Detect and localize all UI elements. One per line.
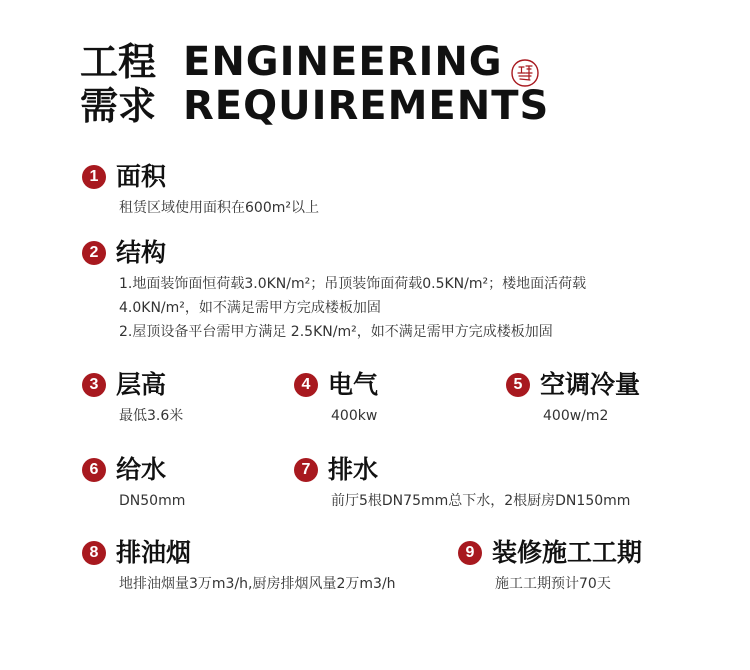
section-number-badge: 9 xyxy=(458,541,482,565)
description-line: DN50mm xyxy=(119,493,186,509)
section-title: 电气 xyxy=(328,370,379,399)
section-number-badge: 8 xyxy=(82,541,106,565)
section-title: 给水 xyxy=(116,455,167,484)
description-line: 4.0KN/m²，如不满足需甲方完成楼板加固 xyxy=(119,300,381,316)
section-description xyxy=(119,404,183,428)
section-description xyxy=(119,196,319,220)
section-title: 装修施工工期 xyxy=(492,538,643,567)
section-exhaust xyxy=(82,538,396,596)
section-drainage xyxy=(294,455,630,513)
section-number-badge: 1 xyxy=(82,165,106,189)
section-number-badge: 6 xyxy=(82,458,106,482)
description-line: 租赁区域使用面积在600m²以上 xyxy=(119,200,319,216)
section-description xyxy=(331,404,378,428)
section-water-supply xyxy=(82,455,185,513)
description-line: 地排油烟量3万m3/h,厨房排烟风量2万m3/h xyxy=(119,576,396,592)
section-description xyxy=(495,572,642,596)
section-electrical xyxy=(294,370,378,428)
description-line: 1.地面装饰面恒荷载3.0KN/m²；吊顶装饰面荷载0.5KN/m²；楼地面活荷载 xyxy=(119,276,587,292)
section-structure xyxy=(82,238,586,344)
section-number-badge: 3 xyxy=(82,373,106,397)
en-title xyxy=(183,40,549,128)
section-area xyxy=(82,162,319,220)
section-description xyxy=(119,572,396,596)
section-title: 排油烟 xyxy=(116,538,192,567)
red-seal-stamp-icon xyxy=(510,58,540,88)
description-line: 前厅5根DN75mm总下水，2根厨房DN150mm xyxy=(331,493,631,509)
section-description xyxy=(119,272,586,344)
section-description xyxy=(543,404,640,428)
section-floor-height xyxy=(82,370,183,428)
section-title: 结构 xyxy=(116,238,167,267)
description-line: 施工工期预计70天 xyxy=(495,576,611,592)
section-number-badge: 5 xyxy=(506,373,530,397)
section-number-badge: 4 xyxy=(294,373,318,397)
description-line: 2.屋顶设备平台需甲方满足 2.5KN/m²，如不满足需甲方完成楼板加固 xyxy=(119,324,553,340)
section-title: 空调冷量 xyxy=(540,370,641,399)
description-line: 400kw xyxy=(331,408,378,424)
en-title-line-2: REQUIREMENTS xyxy=(183,83,550,129)
cn-title-line-2: 需求 xyxy=(80,84,157,128)
section-ac-cooling xyxy=(506,370,640,428)
description-line: 最低3.6米 xyxy=(119,408,184,424)
section-title: 层高 xyxy=(116,370,167,399)
description-line: 400w/m2 xyxy=(543,408,609,424)
en-title-line-1: ENGINEERING xyxy=(183,39,503,85)
cn-title xyxy=(80,40,156,128)
cn-title-line-1: 工程 xyxy=(80,40,157,84)
page-header xyxy=(80,40,680,130)
section-title: 面积 xyxy=(116,162,167,191)
section-title: 排水 xyxy=(328,455,379,484)
section-number-badge: 7 xyxy=(294,458,318,482)
section-description xyxy=(119,489,185,513)
section-construction-period xyxy=(458,538,642,596)
section-number-badge: 2 xyxy=(82,241,106,265)
section-description xyxy=(331,489,630,513)
